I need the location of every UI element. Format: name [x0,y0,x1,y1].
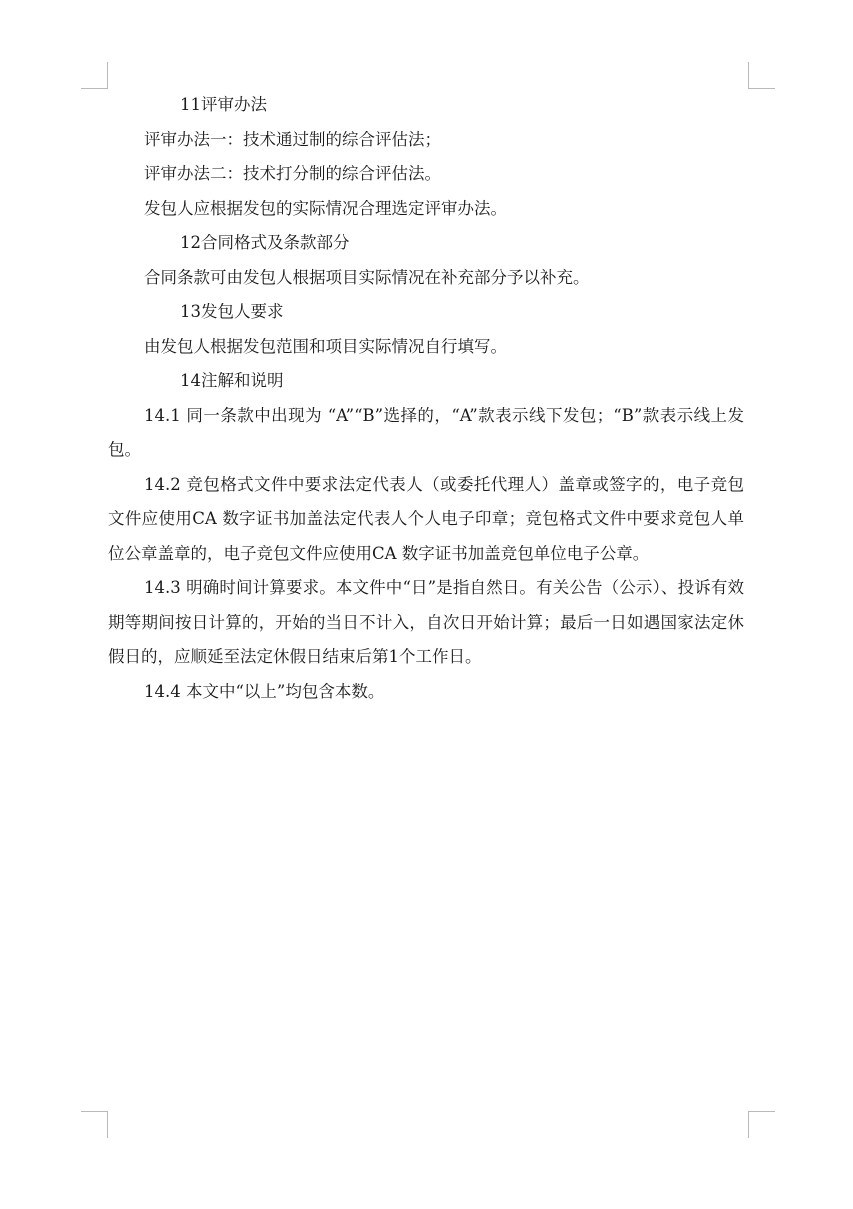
section-heading-11 [108,88,744,123]
section-title: 合同格式及条款部分 [201,233,350,252]
section-number: 13 [180,302,201,321]
page-corner-mark-top-left [81,62,108,89]
paragraph: 发包人应根据发包的实际情况合理选定评审办法。 [144,198,507,218]
document-body [108,88,744,709]
section-heading-14 [108,364,744,399]
page-corner-mark-top-right [748,62,775,89]
section-number: 12 [180,233,201,252]
section-number: 14 [180,371,201,390]
section-number: 11 [180,95,201,114]
paragraph: 合同条款可由发包人根据项目实际情况在补充部分予以补充。 [144,267,590,287]
paragraph: 评审办法一：技术通过制的综合评估法； [144,129,441,149]
paragraph: 评审办法二：技术打分制的综合评估法。 [144,164,441,183]
section-title: 注解和说明 [201,371,284,390]
page-corner-mark-bottom-left [81,1111,108,1138]
section-title: 评审办法 [201,95,267,114]
paragraph-14-3: 14.3 明确时间计算要求。本文件中“日”是指自然日。有关公告（公示）、投诉有效期等期间按日计算的，开始的当日不计入，自次日开始计算；最后一日如遇国家法定休假日的，应顺延至法定休假日结束后第1个工作日。 [108,578,744,666]
paragraph-14-4: 14.4 本文中“以上”均包含本数。 [144,681,385,701]
paragraph-14-1: 14.1 同一条款中出现为 “A”“B”选择的，“A”款表示线下发包；“B”款表示线上发包。 [108,405,744,459]
section-title: 发包人要求 [201,302,284,321]
section-heading-12 [108,226,744,261]
paragraph: 由发包人根据发包范围和项目实际情况自行填写。 [144,336,507,356]
page-corner-mark-bottom-right [748,1111,775,1138]
section-heading-13 [108,295,744,330]
paragraph-14-2: 14.2 竞包格式文件中要求法定代表人（或委托代理人）盖章或签字的，电子竞包文件应使用CA 数字证书加盖法定代表人个人电子印章；竞包格式文件中要求竞包人单位公章盖章的，电子竞包文件应使用CA 数字证书加盖竞包单位电子公章。 [108,474,744,563]
